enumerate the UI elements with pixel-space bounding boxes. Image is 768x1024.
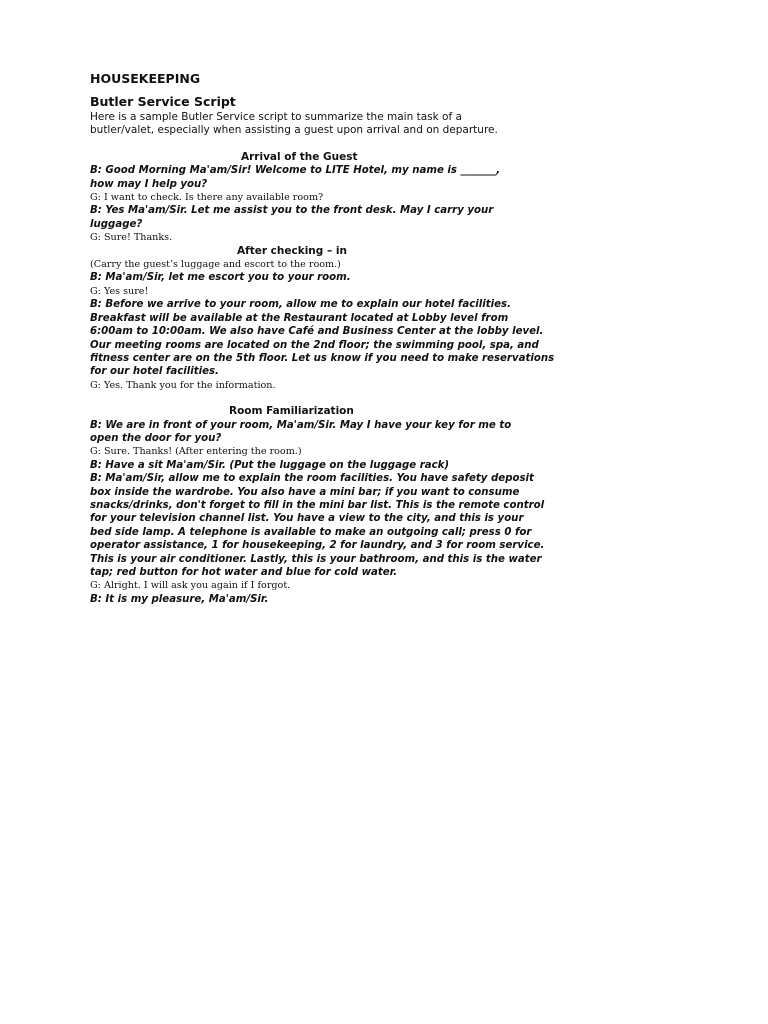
butler-line: This is your air conditioner. Lastly, this is your bathroom, and this is the water	[90, 553, 542, 565]
butler-line: snacks/drinks, don't forget to fill in the mini bar list. This is the remote control	[90, 499, 545, 511]
butler-line: B: Ma'am/Sir, allow me to explain the room facilities. You have safety deposit	[90, 473, 534, 485]
butler-line: B: Yes Ma'am/Sir. Let me assist you to the front desk. May I carry your	[90, 205, 494, 217]
guest-line: G: Yes. Thank you for the information.	[90, 379, 276, 391]
doc-title: Butler Service Script	[90, 94, 236, 109]
section-heading: Room Familiarization	[229, 405, 354, 418]
guest-line: G: Alright. I will ask you again if I forgot.	[90, 580, 291, 592]
butler-line: luggage?	[90, 218, 143, 230]
intro-line: Here is a sample Butler Service script to summarize the main task of a	[90, 111, 462, 123]
butler-line: operator assistance, 1 for housekeeping, 2 for laundry, and 3 for room service.	[90, 540, 545, 552]
butler-line: open the door for you?	[90, 432, 222, 444]
script-block	[90, 164, 530, 244]
guest-line: G: Sure. Thanks! (After entering the room.)	[90, 446, 302, 458]
butler-line: how may I help you?	[90, 178, 208, 190]
section-heading: After checking – in	[237, 244, 347, 257]
butler-line: for your television channel list. You have a view to the city, and this is your	[90, 513, 524, 525]
guest-line: G: Sure! Thanks.	[90, 232, 173, 244]
section-heading: Arrival of the Guest	[241, 150, 358, 163]
guest-line: G: Yes sure!	[90, 285, 149, 297]
spacer	[90, 392, 530, 405]
butler-line: B: Ma'am/Sir, let me escort you to your room.	[90, 272, 351, 284]
script-block	[90, 419, 545, 607]
butler-line: tap; red button for hot water and blue for cold water.	[90, 567, 398, 578]
butler-line: 6:00am to 10:00am. We also have Café and Business Center at the lobby level.	[90, 326, 544, 338]
butler-line: Our meeting rooms are located on the 2nd floor; the swimming pool, spa, and	[90, 339, 539, 351]
stage-direction: (Carry the guest’s luggage and escort to the room.)	[90, 259, 341, 271]
butler-line: B: We are in front of your room, Ma'am/Sir. May I have your key for me to	[90, 419, 512, 431]
document-page	[90, 70, 555, 606]
spacer	[90, 138, 530, 151]
intro-line: butler/valet, especially when assisting a guest upon arrival and on departure.	[90, 124, 498, 137]
butler-line: for our hotel facilities.	[90, 366, 219, 378]
butler-line: B: It is my pleasure, Ma'am/Sir.	[90, 593, 269, 605]
guest-line: G: I want to check. Is there any available room?	[90, 192, 324, 204]
butler-line: B: Before we arrive to your room, allow me to explain our hotel facilities.	[90, 299, 511, 311]
butler-line: box inside the wardrobe. You also have a mini bar; if you want to consume	[90, 486, 520, 498]
butler-line: fitness center are on the 5th floor. Let us know if you need to make reservations	[90, 352, 555, 364]
script-block	[90, 258, 555, 392]
butler-line: B: Good Morning Ma'am/Sir! Welcome to LITE Hotel, my name is _______,	[90, 165, 501, 177]
butler-line: B: Have a sit Ma'am/Sir. (Put the luggage on the luggage rack)	[90, 459, 450, 471]
butler-line: bed side lamp. A telephone is available to make an outgoing call; press 0 for	[90, 526, 532, 538]
doc-heading: HOUSEKEEPING	[90, 71, 201, 86]
butler-line: Breakfast will be available at the Restaurant located at Lobby level from	[90, 312, 509, 324]
intro-paragraph	[90, 111, 530, 138]
